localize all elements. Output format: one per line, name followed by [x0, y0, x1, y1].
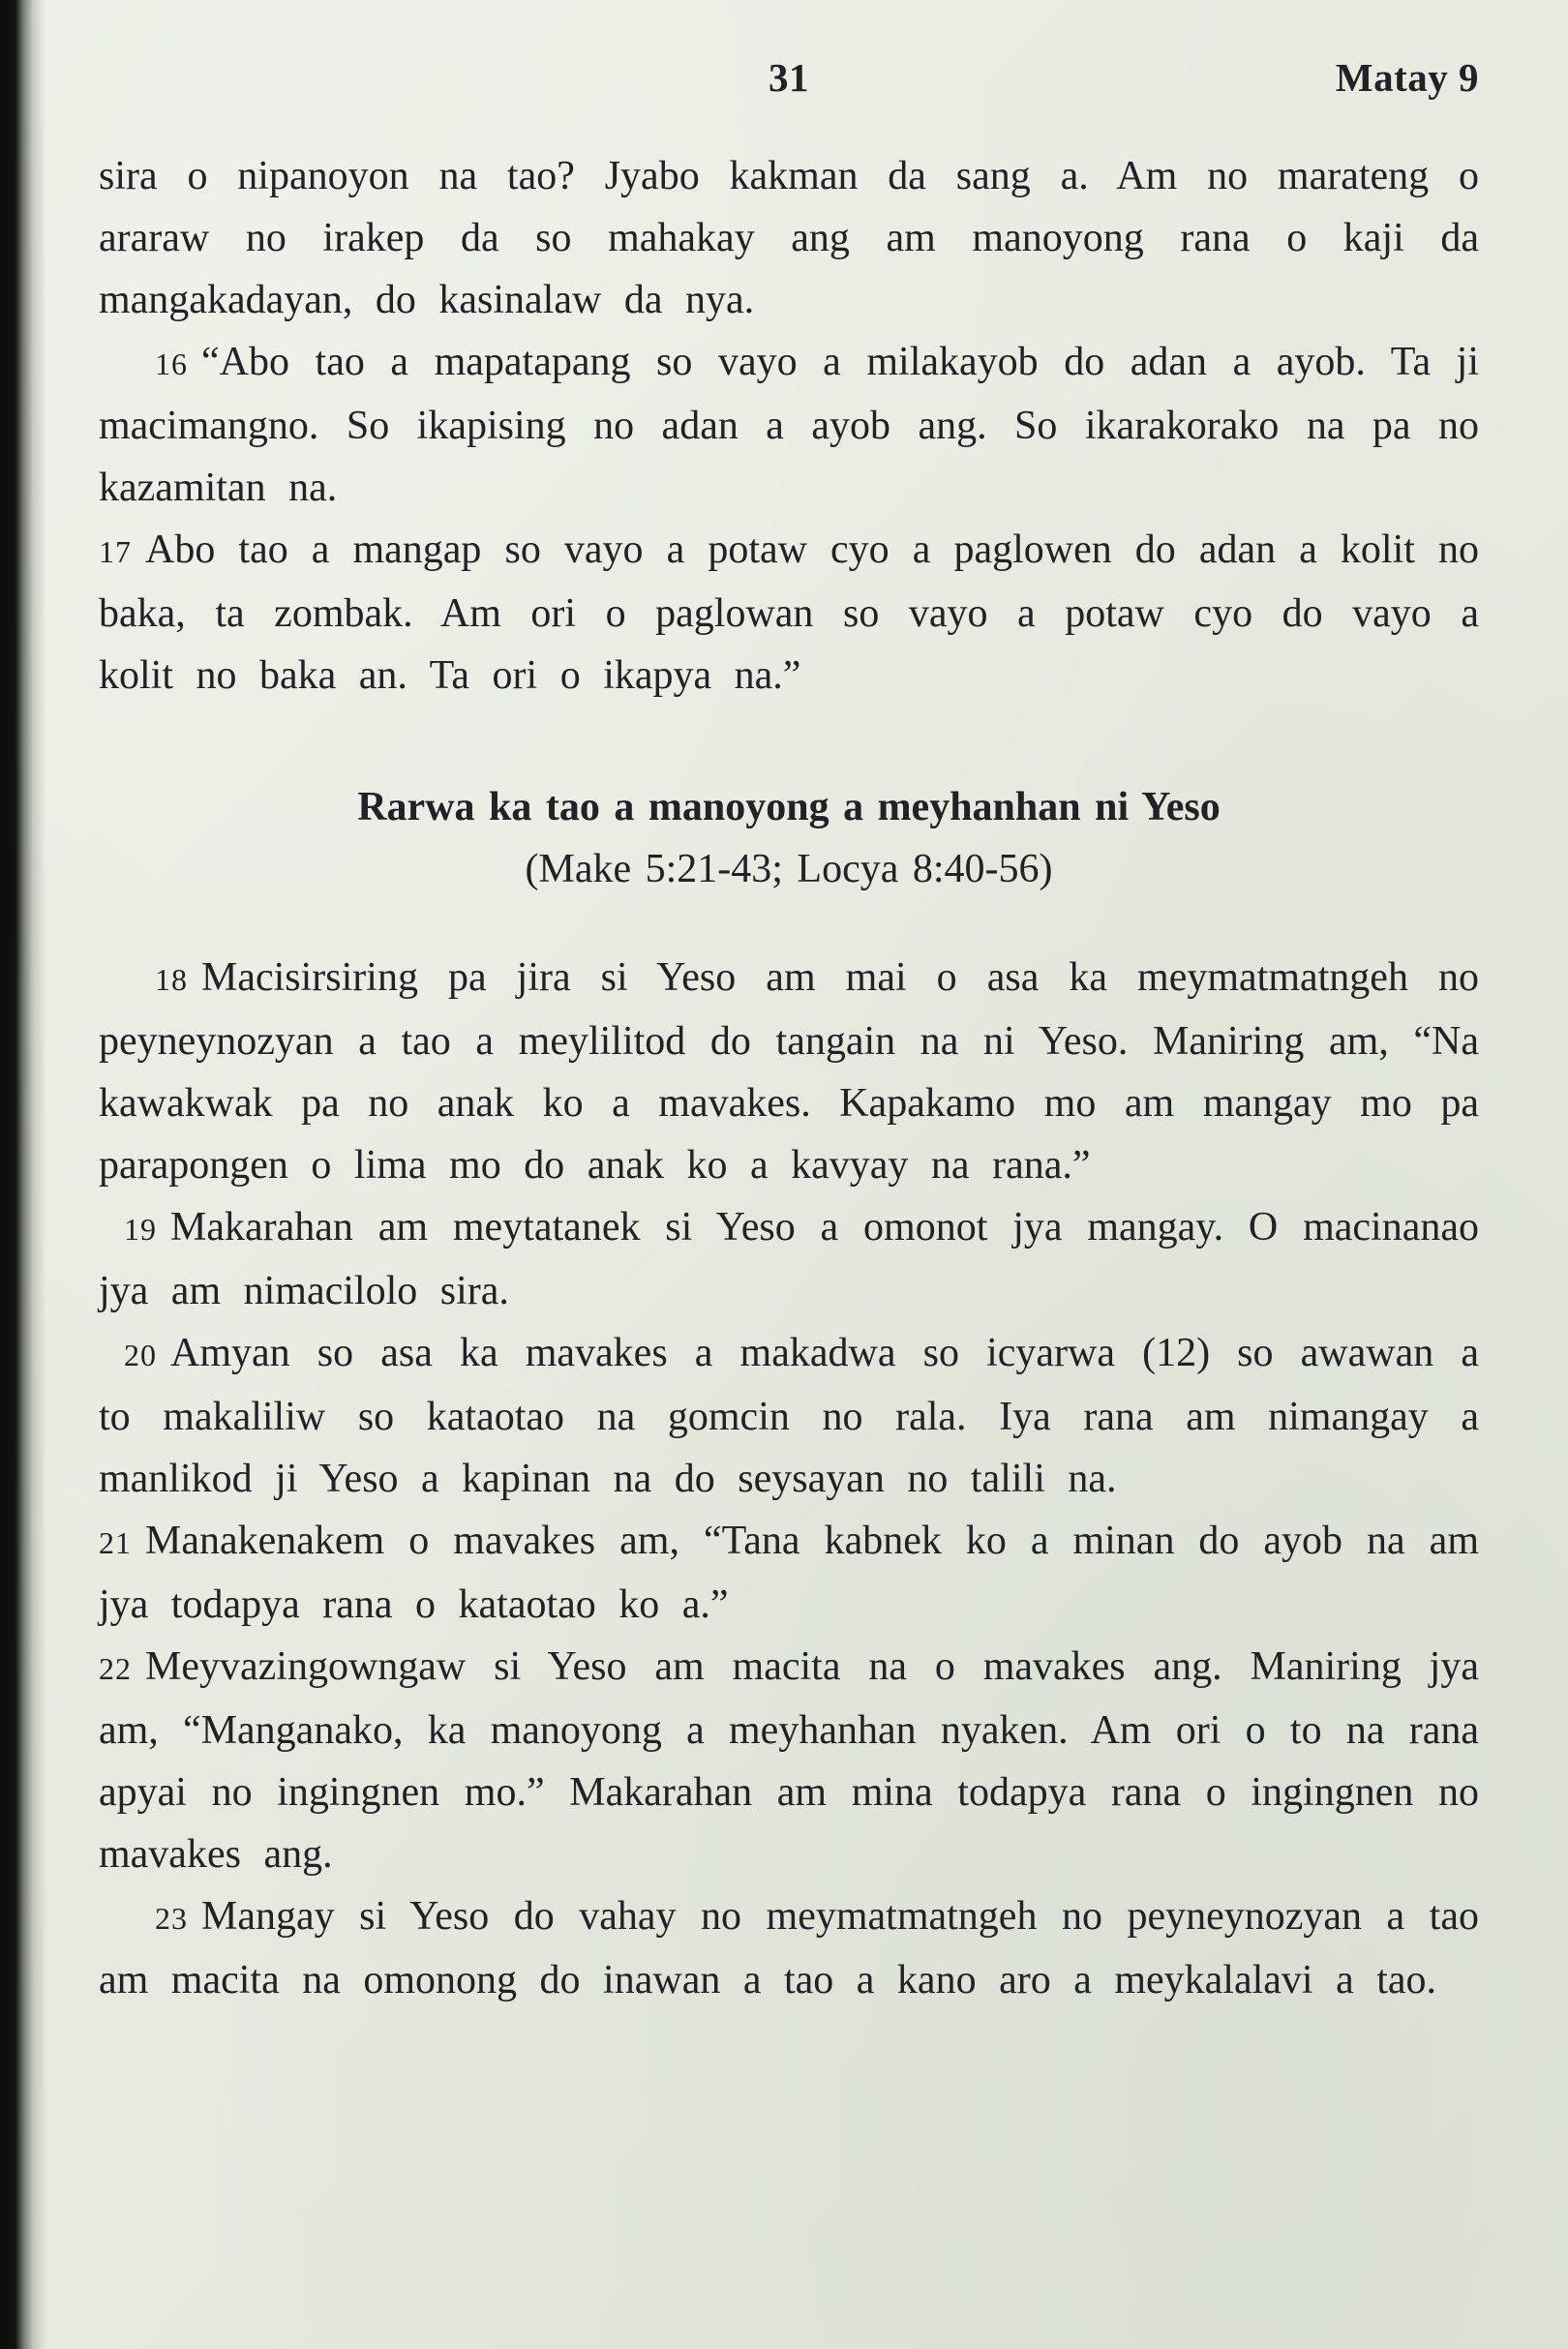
- verse-text: “Abo tao a mapatapang so vayo a milakayob do adan a ayob. Ta ji macimangno. So ikapising no adan a ayob ang. So ikarakorako na pa no kazamitan na.: [99, 340, 1479, 510]
- verse-paragraph-21: [99, 1510, 1479, 1636]
- verse-text: Macisirsiring pa jira si Yeso am mai o asa ka meymatmatngeh no peyneynozyan a tao a meylilitod do tangain na ni Yeso. Maniring am, “Na kawakwak pa no anak ko a mavakes. Kapakamo mo am mangay mo pa parapongen o lima mo do anak ko a kavyay na rana.”: [99, 955, 1479, 1188]
- verse-text: Mangay si Yeso do vahay no meymatmatngeh no peyneynozyan a tao am macita na omonong do inawan a tao a kano aro a meykalalavi a tao.: [99, 1894, 1479, 2003]
- verse-paragraph-17: [99, 519, 1479, 707]
- page-number: 31: [768, 55, 809, 100]
- paragraph-continuation: sira o nipanoyon na tao? Jyabo kakman da sang a. Am no marateng o araraw no irakep da so mahakay ang am manoyong rana o kaji da mangakadayan, do kasinalaw da nya.: [99, 154, 1479, 322]
- running-head: Matay 9: [1335, 55, 1479, 100]
- binding-edge: [0, 0, 46, 2349]
- verse-paragraph-20: [99, 1322, 1479, 1510]
- page-content: [99, 145, 1479, 2011]
- verse-number: 18: [155, 962, 188, 997]
- section-heading: Rarwa ka tao a manoyong a meyhanhan ni Yeso: [357, 785, 1221, 829]
- verse-number: 22: [99, 1651, 132, 1686]
- verse-paragraph-19: [99, 1196, 1479, 1322]
- verse-text: Amyan so asa ka mavakes a makadwa so icyarwa (12) so awawan a to makaliliw so kataotao na gomcin no rala. Iya rana am nimangay a manlikod ji Yeso a kapinan na do seysayan no talili na.: [99, 1331, 1479, 1501]
- verse-text: Makarahan am meytatanek si Yeso a omonot jya mangay. O macinanao jya am nimacilolo sira.: [99, 1205, 1479, 1313]
- verse-text: Abo tao a mangap so vayo a potaw cyo a paglowen do adan a kolit no baka, ta zombak. Am ori o paglowan so vayo a potaw cyo do vayo a kolit no baka an. Ta ori o ikapya na.”: [99, 527, 1479, 698]
- verse-text: Meyvazingowngaw si Yeso am macita na o mavakes ang. Maniring jya am, “Manganako, ka manoyong a meyhanhan nyaken. Am ori o to na rana apyai no ingingnen mo.” Makarahan am mina todapya rana o ingingnen no mavakes ang.: [99, 1644, 1479, 1877]
- verse-text: Manakenakem o mavakes am, “Tana kabnek ko a minan do ayob na am jya todapya rana o kataotao ko a.”: [99, 1519, 1479, 1627]
- page-header: [99, 54, 1479, 101]
- verse-paragraph-16: [99, 331, 1479, 519]
- verse-number: 19: [124, 1212, 157, 1247]
- section-reference: (Make 5:21-43; Locya 8:40-56): [525, 847, 1053, 891]
- verse-number: 16: [155, 346, 188, 381]
- verse-number: 23: [155, 1901, 188, 1936]
- verse-number: 21: [99, 1525, 132, 1560]
- verse-paragraph-23: [99, 1885, 1479, 2011]
- verse-number: 17: [99, 534, 132, 569]
- verse-paragraph-22: [99, 1636, 1479, 1885]
- verse-paragraph-18: [99, 947, 1479, 1196]
- verse-number: 20: [124, 1338, 157, 1372]
